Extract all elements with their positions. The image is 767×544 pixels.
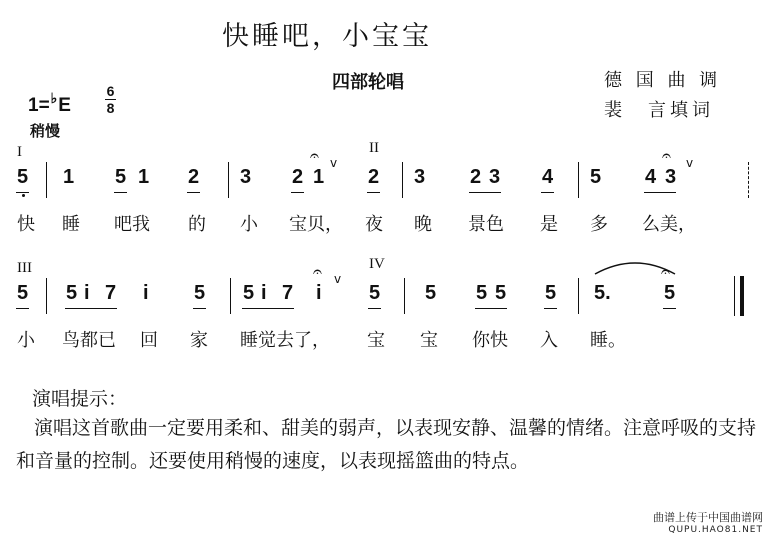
- beam: [16, 308, 29, 309]
- note: i: [84, 282, 90, 304]
- lyric: 宝贝，: [289, 214, 343, 235]
- beam: [469, 192, 501, 193]
- lyric: 小: [17, 330, 35, 351]
- note: 3: [489, 166, 501, 188]
- note: 1: [138, 166, 150, 188]
- breath-mark-icon: v: [334, 272, 342, 286]
- fermata-icon: 𝄐: [310, 146, 319, 165]
- beam: [291, 192, 304, 193]
- note: 5: [590, 166, 602, 188]
- beam: [544, 308, 557, 309]
- note: 5: [369, 282, 381, 304]
- note: 1: [313, 166, 325, 188]
- beam: [193, 308, 206, 309]
- note: 5: [495, 282, 507, 304]
- beam: [541, 192, 554, 193]
- note: i: [261, 282, 267, 304]
- beam: [475, 308, 507, 309]
- tips-heading: 演唱提示：: [32, 388, 128, 410]
- lyric: 小: [240, 214, 258, 235]
- note: 3: [414, 166, 426, 188]
- bar-line: [402, 162, 403, 198]
- beam: [242, 308, 294, 309]
- watermark: 曲谱上传于中国曲谱网 QUPU.HAO81.NET: [653, 511, 763, 535]
- part-mark-4: IV: [369, 256, 385, 272]
- performance-form: 四部轮唱: [332, 72, 404, 93]
- lyric: 鸟都已: [62, 330, 116, 351]
- lyric: 晚: [414, 214, 432, 235]
- part-mark-1: I: [17, 144, 22, 160]
- beam: [368, 308, 381, 309]
- bar-line: [230, 278, 231, 314]
- lyric: 回: [140, 330, 158, 351]
- lyric: 宝: [420, 330, 438, 351]
- note: 5: [194, 282, 206, 304]
- lyric: 睡觉去了，: [240, 330, 330, 351]
- lyricist-credit: 裴 言填词: [604, 100, 714, 121]
- note: 5: [425, 282, 437, 304]
- lyric: 你快: [472, 330, 508, 351]
- time-signature: 6 8: [106, 83, 115, 116]
- tie-icon: [592, 258, 678, 276]
- note: 2: [292, 166, 304, 188]
- final-bar-thin: [734, 276, 735, 316]
- note: 5: [115, 166, 127, 188]
- bar-line: [404, 278, 405, 314]
- lyric: 睡: [62, 214, 80, 235]
- beam: [65, 308, 117, 309]
- beam: [663, 308, 676, 309]
- lyric: 的: [188, 214, 206, 235]
- bar-line: [578, 278, 579, 314]
- fermata-icon: 𝄐: [661, 262, 670, 281]
- lyric: 是: [540, 214, 558, 235]
- lyric: 夜: [365, 214, 383, 235]
- lyric: 景色: [468, 214, 504, 235]
- song-title: 快睡吧，小宝宝: [222, 21, 432, 52]
- beam: [644, 192, 676, 193]
- note: 4: [542, 166, 554, 188]
- composer-credit: 德 国 曲 调: [604, 70, 722, 91]
- bar-line: [46, 162, 47, 198]
- beam: [16, 192, 29, 193]
- lyric: 么美，: [642, 214, 696, 235]
- note: 2: [470, 166, 482, 188]
- final-bar-thick: [740, 276, 744, 316]
- note: 2: [188, 166, 200, 188]
- breath-mark-icon: v: [686, 156, 694, 170]
- note: 1: [63, 166, 75, 188]
- part-mark-2: II: [369, 140, 379, 156]
- breath-mark-icon: v: [330, 156, 338, 170]
- note: 3: [665, 166, 677, 188]
- note: 5.: [594, 282, 611, 304]
- repeat-bar-line: [748, 162, 749, 198]
- fermata-icon: 𝄐: [662, 146, 671, 165]
- note: 5: [66, 282, 78, 304]
- note: i: [143, 282, 149, 304]
- key-signature: 1=♭E: [28, 90, 71, 116]
- note: 4: [645, 166, 657, 188]
- lyric: 入: [540, 330, 558, 351]
- note: 7: [282, 282, 294, 304]
- lyric: 多: [590, 214, 608, 235]
- note: 7: [105, 282, 117, 304]
- lyric: 快: [17, 214, 35, 235]
- note: 5: [17, 282, 29, 304]
- part-mark-3: III: [17, 260, 32, 276]
- fermata-icon: 𝄐: [313, 262, 322, 281]
- note: i: [316, 282, 322, 304]
- bar-line: [578, 162, 579, 198]
- note: 3: [240, 166, 252, 188]
- bar-line: [46, 278, 47, 314]
- low-octave-dot: [22, 194, 25, 197]
- note: 5: [17, 166, 29, 188]
- tips-body: 演唱这首歌曲一定要用柔和、甜美的弱声，以表现安静、温馨的情绪。注意呼吸的支持和音量的控制。还要使用稍慢的速度，以表现摇篮曲的特点。: [16, 417, 757, 472]
- beam: [114, 192, 127, 193]
- bar-line: [228, 162, 229, 198]
- beam: [367, 192, 380, 193]
- lyric: 宝: [367, 330, 385, 351]
- note: 5: [545, 282, 557, 304]
- lyric: 吧我: [114, 214, 150, 235]
- note: 2: [368, 166, 380, 188]
- beam: [187, 192, 200, 193]
- note: 5: [243, 282, 255, 304]
- note: 5: [476, 282, 488, 304]
- lyric: 家: [190, 330, 208, 351]
- lyric: 睡。: [590, 330, 626, 351]
- tempo-marking: 稍慢: [30, 122, 61, 140]
- note: 5: [664, 282, 676, 304]
